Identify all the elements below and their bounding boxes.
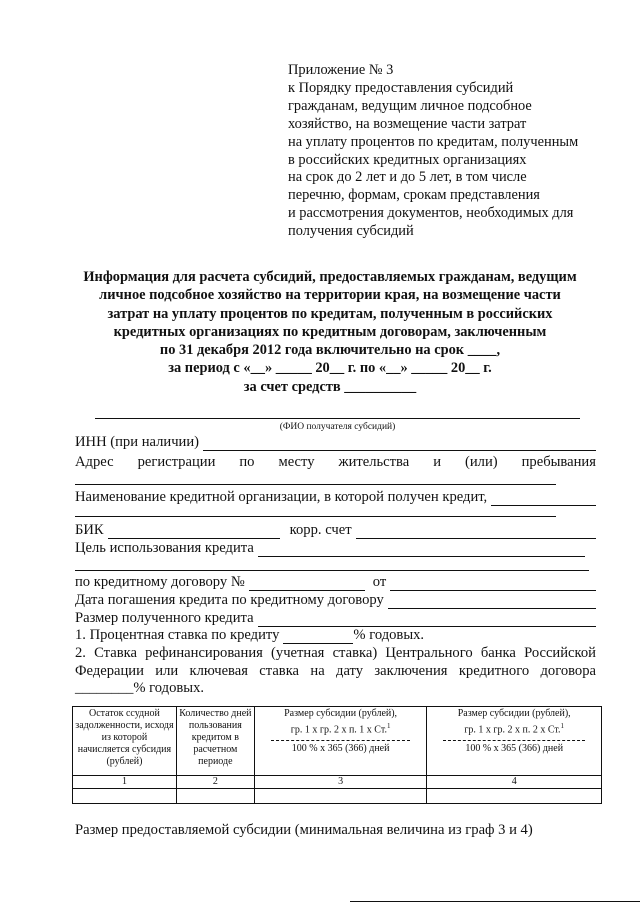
header-subsidy-by-refinancing <box>427 707 602 776</box>
col3-formula: гр. 1 x гр. 2 x п. 1 x Ст. <box>290 724 387 736</box>
title-line: кредитных организациях по кредитным договорам, заключенным <box>113 323 547 340</box>
address-word: жительства <box>338 454 410 470</box>
fraction-divider <box>271 740 411 741</box>
address-word: месту <box>278 454 315 470</box>
address-word: пребывания <box>521 454 596 470</box>
credit-org-label: Наименование кредитной организации, в которой получен кредит, <box>75 489 488 505</box>
refinancing-paragraph <box>75 645 596 698</box>
col4-title: Размер субсидии (рублей), <box>457 708 571 719</box>
loan-balance-cell[interactable] <box>73 789 177 804</box>
table-number-row <box>73 776 602 789</box>
contract-date-label: от <box>372 574 387 590</box>
title-line: затрат на уплату процентов по кредитам, полученным в российских <box>107 305 553 322</box>
inn-label: ИНН (при наличии) <box>75 434 200 450</box>
address-word: и <box>433 454 442 470</box>
fraction-divider <box>443 740 585 741</box>
amount-label: Размер полученного кредита <box>75 610 254 626</box>
address-row <box>75 454 596 471</box>
appendix-header <box>288 62 618 241</box>
repay-row <box>75 592 596 609</box>
appendix-line: и рассмотрения документов, необходимых для <box>288 205 574 222</box>
col4-footnote: 1 <box>560 722 565 730</box>
header-subsidy-by-rate <box>254 707 427 776</box>
subsidy-amount-note: Размер предоставляемой субсидии (минимальная величина из граф 3 и 4) <box>75 822 533 838</box>
column-number: 4 <box>427 776 602 789</box>
appendix-line: на срок до 2 лет и до 5 лет, в том числе <box>288 169 527 186</box>
bottom-rule <box>350 901 640 902</box>
contract-number-field[interactable] <box>249 577 365 591</box>
rate-row <box>75 627 596 644</box>
purpose-label: Цель использования кредита <box>75 540 254 556</box>
contract-number-label: по кредитному договору № <box>75 574 245 590</box>
inn-row <box>75 434 596 451</box>
contract-row <box>75 574 596 591</box>
corr-account-field[interactable] <box>356 525 596 539</box>
column-number: 2 <box>176 776 254 789</box>
header-loan-balance: Остаток ссудной задолженности, исходя из которой начисляется субсидия (рублей) <box>73 707 177 776</box>
address-word: (или) <box>465 454 498 470</box>
appendix-line: гражданам, ведущим личное подсобное <box>288 97 532 114</box>
amount-field[interactable] <box>258 613 596 627</box>
subsidy-by-rate-cell[interactable] <box>254 789 427 804</box>
refinancing-suffix: % годовых. <box>133 680 205 696</box>
title-line: по 31 декабря 2012 года включительно на срок ____, <box>159 342 501 359</box>
title-line: за счет средств __________ <box>243 378 417 395</box>
title-line: Информация для расчета субсидий, предоставляемых гражданам, ведущим <box>83 269 577 285</box>
repay-date-label: Дата погашения кредита по кредитному договору <box>75 592 384 608</box>
purpose-row <box>75 540 585 557</box>
appendix-line: перечню, формам, срокам представления <box>288 187 540 204</box>
inn-field[interactable] <box>203 437 596 451</box>
fio-caption: (ФИО получателя субсидий) <box>279 422 396 432</box>
address-word: по <box>239 454 255 470</box>
table-header-row <box>73 707 602 776</box>
appendix-line: к Порядку предоставления субсидий <box>288 79 514 96</box>
address-word: регистрации <box>137 454 216 470</box>
days-count-cell[interactable] <box>176 789 254 804</box>
title-line: личное подсобное хозяйство на территории края, на возмещение части <box>99 287 561 304</box>
rate-label: 1. Процентная ставка по кредиту <box>75 627 280 643</box>
subsidy-by-refinancing-cell[interactable] <box>427 789 602 804</box>
rate-field[interactable] <box>283 630 353 644</box>
address-field[interactable] <box>75 484 556 485</box>
column-number: 3 <box>254 776 427 789</box>
col3-title: Размер субсидии (рублей), <box>284 708 398 719</box>
appendix-line: в российских кредитных организациях <box>288 151 527 168</box>
appendix-line: на уплату процентов по кредитам, полученным <box>288 133 579 150</box>
credit-org-field-line2[interactable] <box>75 516 556 517</box>
bik-label: БИК <box>75 522 104 538</box>
rate-suffix: % годовых. <box>353 627 425 643</box>
bik-row <box>75 522 596 539</box>
credit-org-row <box>75 489 596 506</box>
appendix-line: получения субсидий <box>288 223 414 240</box>
appendix-line: хозяйство, на возмещение части затрат <box>288 115 527 132</box>
refinancing-text: 2. Ставка рефинансирования (учетная ставка) Центрального банка Российской Федерации или ключевая ставка на дату заключения кредитного договора <box>75 645 596 679</box>
subsidy-calculation-table <box>72 706 602 804</box>
column-number: 1 <box>73 776 177 789</box>
fio-field[interactable] <box>95 418 580 419</box>
refinancing-rate-field[interactable]: ________ <box>75 680 134 696</box>
bik-field[interactable] <box>108 525 280 539</box>
col3-denominator: 100 % x 365 (366) дней <box>291 743 390 755</box>
corr-account-label: корр. счет <box>289 522 352 538</box>
header-days-count: Количество дней пользования кредитом в расчетном периоде <box>176 707 254 776</box>
repay-date-field[interactable] <box>388 595 596 609</box>
col3-footnote: 1 <box>386 722 391 730</box>
amount-row <box>75 610 596 627</box>
appendix-line: Приложение № 3 <box>288 62 394 78</box>
document-title <box>50 268 610 396</box>
title-line: за период с «__» _____ 20__ г. по «__» _____ 20__ г. <box>168 360 492 377</box>
col4-denominator: 100 % x 365 (366) дней <box>465 743 564 755</box>
purpose-field-line2[interactable] <box>75 570 589 571</box>
address-word: Адрес <box>75 454 114 470</box>
table-row <box>73 789 602 804</box>
col4-formula: гр. 1 x гр. 2 x п. 2 x Ст. <box>464 724 561 736</box>
purpose-field[interactable] <box>258 543 585 557</box>
credit-org-field[interactable] <box>491 492 596 506</box>
contract-date-field[interactable] <box>390 577 596 591</box>
